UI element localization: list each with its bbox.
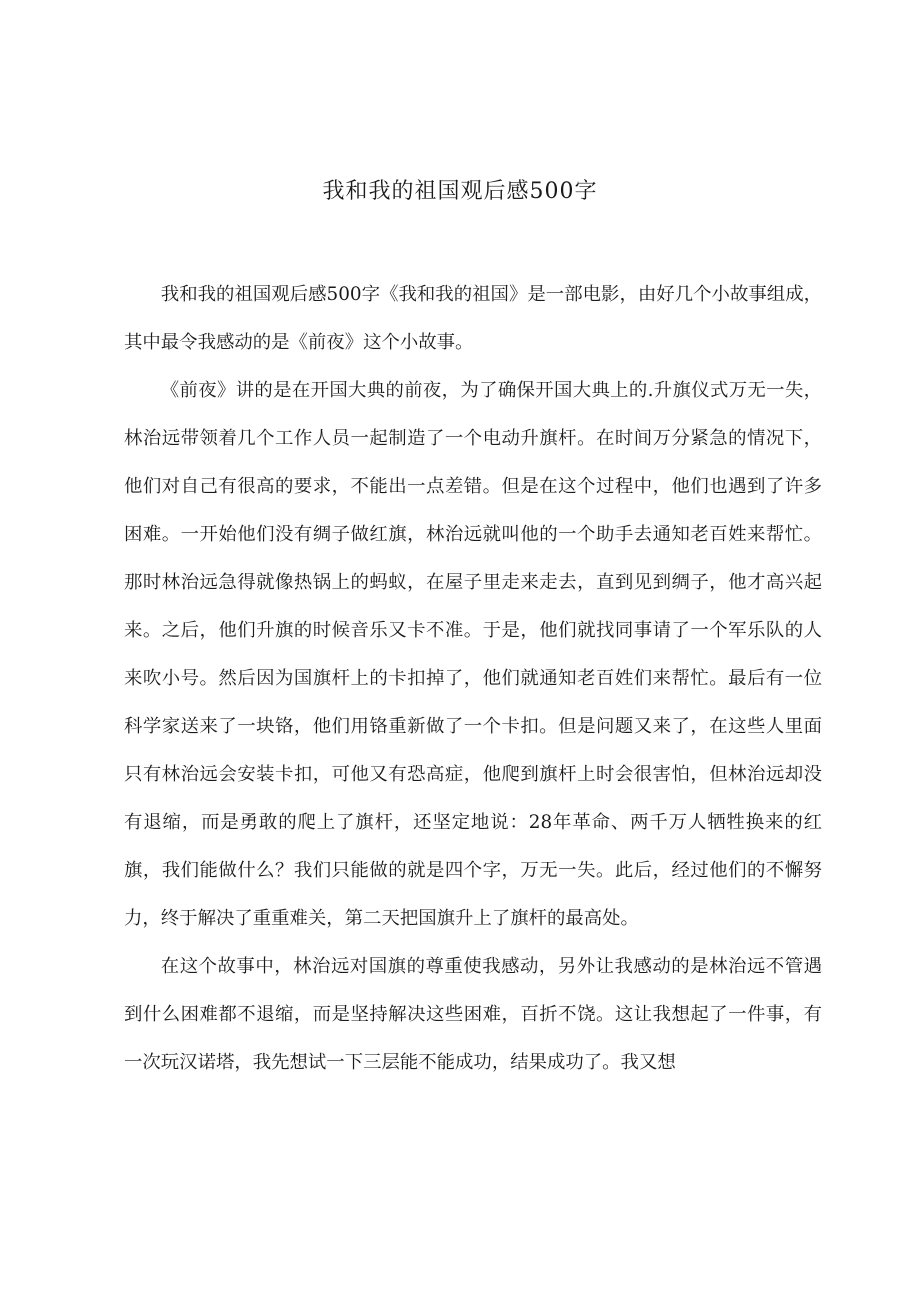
paragraph-2: 《前夜》讲的是在开国大典的前夜，为了确保开国大典上的.升旗仪式万无一失，林治远带领着几个工作人员一起制造了一个电动升旗杆。在时间万分紧急的情况下，他们对自己有很高的要求，不能出一点差错。但是在这个过程中，他们也遇到了许多困难。一开始他们没有绸子做红旗，林治远就叫他的一个助手去通知老百姓来帮忙。那时林治远急得就像热锅上的蚂蚁，在屋子里走来走去，直到见到绸子，他才高兴起来。之后，他们升旗的时候音乐又卡不准。于是，他们就找同事请了一个军乐队的人来吹小号。然后因为国旗杆上的卡扣掉了，他们就通知老百姓们来帮忙。最后有一位科学家送来了一块铬，他们用铬重新做了一个卡扣。但是问题又来了，在这些人里面只有林治远会安装卡扣，可他又有恐高症，他爬到旗杆上时会很害怕，但林治远却没有退缩，而是勇敢的爬上了旗杆，还坚定地说：28年革命、两千万人牺牲换来的红旗，我们能做什么？我们只能做的就是四个字，万无一失。此后，经过他们的不懈努力，终于解决了重重难关，第二天把国旗升上了旗杆的最高处。 <box>124 380 822 929</box>
document-title: 我和我的祖国观后感500字 <box>322 179 598 204</box>
paragraph-3: 在这个故事中，林治远对国旗的尊重使我感动，另外让我感动的是林治远不管遇到什么困难都不退缩，而是坚持解决这些困难，百折不饶。这让我想起了一件事，有一次玩汉诺塔，我先想试一下三层能不能成功，结果成功了。我又想 <box>124 956 822 1073</box>
document-body <box>124 271 822 1087</box>
paragraph-1: 我和我的祖国观后感500字《我和我的祖国》是一部电影，由好几个小故事组成，其中最令我感动的是《前夜》这个小故事。 <box>124 284 822 353</box>
